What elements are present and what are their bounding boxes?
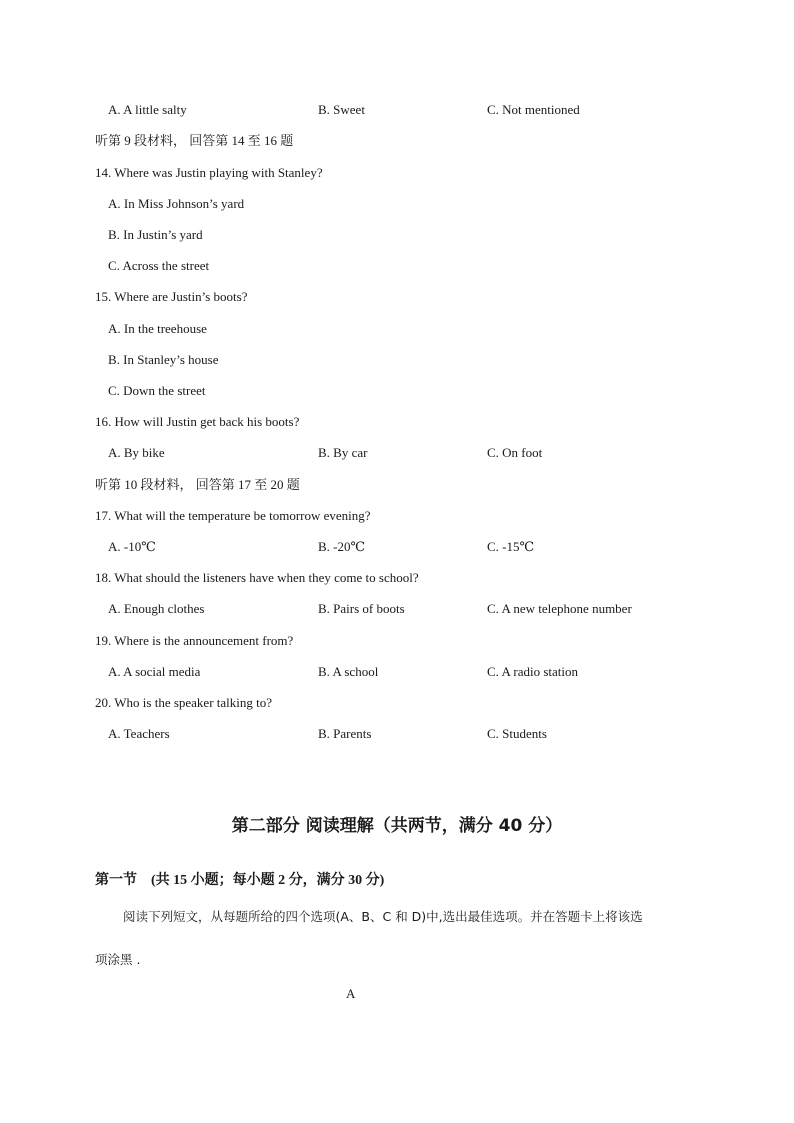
q13-option-c: C. Not mentioned <box>487 102 580 117</box>
q16-stem: 16. How will Justin get back his boots? <box>95 414 300 429</box>
q14-option-b: B. In Justin’s yard <box>108 227 203 242</box>
q20-option-c: C. Students <box>487 726 547 741</box>
q17-option-c: C. -15℃ <box>487 539 535 554</box>
section1-label: 第一节 <box>95 873 137 888</box>
q19-option-a: A. A social media <box>108 664 201 679</box>
instructions-line1: 阅读下列短文，从每题所给的四个选项(A、B、C 和 D)中,选出最佳选项。并在答题卡上将该选 <box>123 909 643 924</box>
part2-title: 第二部分 阅读理解（共两节，满分 40 分） <box>231 816 563 836</box>
q15-option-a: A. In the treehouse <box>108 321 207 336</box>
q14-stem: 14. Where was Justin playing with Stanley? <box>95 165 323 180</box>
section10-heading: 听第 10 段材料， 回答第 17 至 20 题 <box>95 477 300 492</box>
q18-stem: 18. What should the listeners have when they come to school? <box>95 570 419 585</box>
q17-option-a: A. -10℃ <box>108 539 156 554</box>
q14-option-c: C. Across the street <box>108 258 210 273</box>
passage-letter: A <box>346 986 356 1001</box>
q17-option-b: B. -20℃ <box>318 539 366 554</box>
q15-stem: 15. Where are Justin’s boots? <box>95 289 248 304</box>
q13-option-b: B. Sweet <box>318 102 365 117</box>
q20-option-a: A. Teachers <box>108 726 170 741</box>
q19-stem: 19. Where is the announcement from? <box>95 633 294 648</box>
q16-option-b: B. By car <box>318 445 368 460</box>
q16-option-a: A. By bike <box>108 445 165 460</box>
q18-option-a: A. Enough clothes <box>108 601 205 616</box>
instructions-line2: 项涂黑 . <box>95 952 141 967</box>
q18-option-c: C. A new telephone number <box>487 601 632 616</box>
q20-option-b: B. Parents <box>318 726 372 741</box>
q20-stem: 20. Who is the speaker talking to? <box>95 695 273 710</box>
q19-option-b: B. A school <box>318 664 379 679</box>
q15-option-c: C. Down the street <box>108 383 206 398</box>
section9-heading: 听第 9 段材料， 回答第 14 至 16 题 <box>95 133 294 148</box>
section1-heading <box>95 872 384 890</box>
q17-stem: 17. What will the temperature be tomorrow evening? <box>95 508 371 523</box>
q19-option-c: C. A radio station <box>487 664 578 679</box>
q16-option-c: C. On foot <box>487 445 543 460</box>
q15-option-b: B. In Stanley’s house <box>108 352 219 367</box>
q14-option-a: A. In Miss Johnson’s yard <box>108 196 245 211</box>
q13-option-a: A. A little salty <box>108 102 187 117</box>
q18-option-b: B. Pairs of boots <box>318 601 405 616</box>
section1-info: (共 15 小题；每小题 2 分，满分 30 分) <box>151 873 385 888</box>
